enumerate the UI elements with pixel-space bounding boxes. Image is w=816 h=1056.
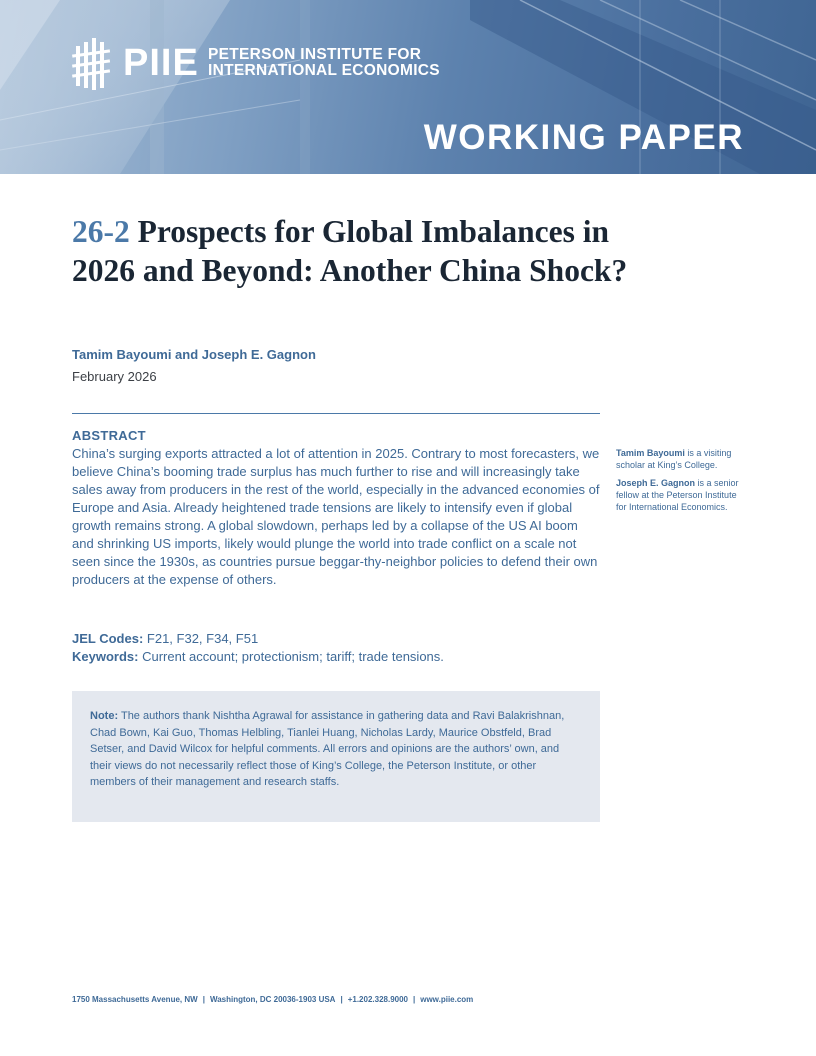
author-bios-sidebar [616,447,746,519]
paper-date: February 2026 [72,369,157,384]
org-name-line-1: PETERSON INSTITUTE FOR [208,46,422,63]
page-footer: 1750 Massachusetts Avenue, NW | Washington, DC 20036-1903 USA | +1.202.328.9000 | www.piie.com [72,995,474,1004]
abstract-text: China’s surging exports attracted a lot of attention in 2025. Contrary to most forecasters, we believe China’s booming trade surplus has much further to rise and will increasingly take sales away from producers in the rest of the world, especially in the advanced economies of Europe and Asia. Already heightened trade tensions are likely to intensify even if global growth remains strong. A global slowdown, perhaps led by a collapse of the US AI boom and shrinking US imports, likely would plunge the world into trade conflict on a scale not seen since the 1930s, as countries pursue beggar-thy-neighbor policies to defend their own producers at the expense of others. [72,446,600,587]
footer-phone: +1.202.328.9000 [347,995,408,1004]
jel-codes-value: F21, F32, F34, F51 [146,631,259,646]
jel-codes-label: JEL Codes: [72,631,144,646]
abstract-heading: ABSTRACT [72,428,146,443]
note-label: Note: [90,710,119,722]
footer-city: Washington, DC 20036-1903 USA [209,995,336,1004]
piie-building-logo-icon [72,38,112,90]
keywords-value: Current account; protectionism; tariff; trade tensions. [142,649,444,664]
footer-address: 1750 Massachusetts Avenue, NW [72,995,198,1004]
section-divider [72,413,600,414]
org-name-line-2: INTERNATIONAL ECONOMICS [208,62,440,79]
keywords-label: Keywords: [72,649,139,664]
author-bio-name: Joseph E. Gagnon [616,478,696,488]
logo-wordmark: PIIE [123,42,199,84]
footer-website-link[interactable]: www.piie.com [420,995,474,1004]
keywords-row [72,648,602,666]
paper-authors: Tamim Bayoumi and Joseph E. Gagnon [72,347,316,362]
acknowledgements-note [72,691,600,822]
org-name [208,47,440,79]
note-text: The authors thank Nishtha Agrawal for assistance in gathering data and Ravi Balakrishnan, Chad Bown, Kai Guo, Thomas Helbling, Tianlei Huang, Nicholas Lardy, Maurice Obstfeld, Brad Setser, and David Wilcox for helpful comments. All errors and opinions are the authors’ own, and their views do not necessarily reflect those of King’s College, the Peterson Institute, or other members of their management and research staffs. [90,710,565,788]
author-bio-text: is a senior fellow at the Peterson Institute for International Economics. [616,478,739,512]
author-bio-text: is a visiting scholar at King’s College. [616,448,732,470]
document-type-label: WORKING PAPER [423,118,744,157]
header-banner [0,0,816,174]
author-bio [616,447,746,471]
jel-codes-row [72,630,602,648]
paper-metadata [72,630,602,666]
author-bio-name: Tamim Bayoumi [616,448,685,458]
paper-title-block [72,212,632,290]
author-bio [616,477,746,513]
paper-number: 26-2 [72,214,130,249]
paper-title: Prospects for Global Imbalances in 2026 and Beyond: Another China Shock? [72,214,628,288]
